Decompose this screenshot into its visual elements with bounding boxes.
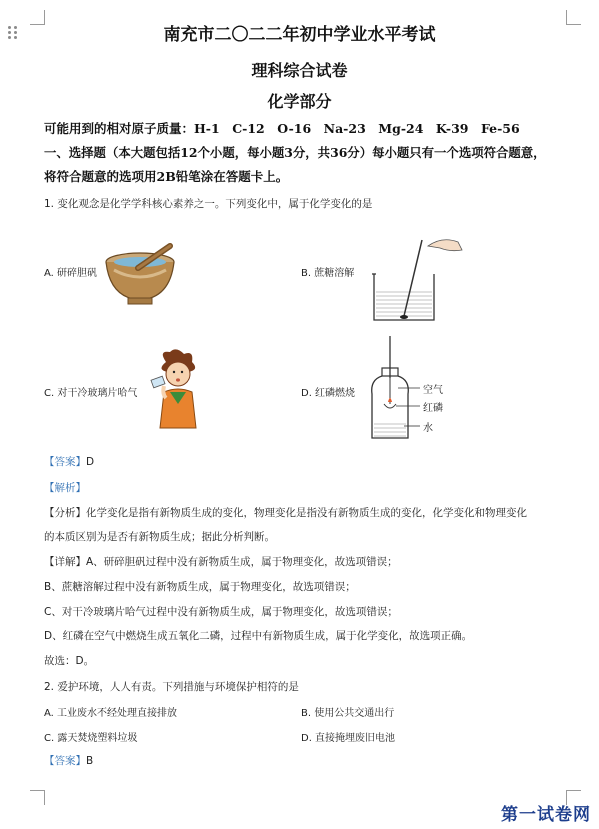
answer-tag: 【答案】 xyxy=(44,456,86,468)
question-1-stem: 1. 变化观念是化学学科核心素养之一。下列变化中，属于化学变化的是 xyxy=(44,198,373,210)
label-air: 空气 xyxy=(423,385,443,396)
q2-answer xyxy=(44,753,93,768)
answer-tag: 【答案】 xyxy=(44,755,86,767)
exam-subtitle: 理科综合试卷 xyxy=(251,61,348,80)
q1-detail-a xyxy=(44,554,398,569)
site-watermark-logo: 第一试卷网 xyxy=(501,805,591,825)
answer-value: B xyxy=(86,755,94,767)
label-red-phosphorus: 红磷 xyxy=(423,403,443,414)
q1-conclusion: 故选：D。 xyxy=(44,655,95,667)
q1-detail-c: C、对干冷玻璃片哈气过程中没有新物质生成，属于物理变化，故选项错误； xyxy=(44,606,398,618)
q1-option-d: D. 红磷燃烧 xyxy=(301,388,356,399)
mortar-pestle-figure xyxy=(100,240,190,310)
section-instructions-line1: 一、选择题（本大题包括12个小题，每小题3分，共36分）每小题只有一个选项符合题意， xyxy=(44,145,546,160)
q2-option-d: D. 直接掩埋废旧电池 xyxy=(301,733,396,744)
fenxi-text: 化学变化是指有新物质生成的变化，物理变化是指没有新物质生成的变化，化学变化和物理变化 xyxy=(86,507,527,519)
answer-value: D xyxy=(86,456,95,468)
q1-option-b: B. 蔗糖溶解 xyxy=(301,268,355,279)
question-2-stem: 2. 爱护环境，人人有责。下列措施与环境保护相符的是 xyxy=(44,681,299,693)
section-instructions-line2: 将符合题意的选项用2B铅笔涂在答题卡上。 xyxy=(44,169,289,184)
q1-analysis-line1 xyxy=(44,505,527,520)
detail-a-text: A、研碎胆矾过程中没有新物质生成，属于物理变化，故选项错误； xyxy=(86,556,398,568)
q2-option-b: B. 使用公共交通出行 xyxy=(301,708,395,719)
q2-option-a: A. 工业废水不经处理直接排放 xyxy=(44,708,178,719)
beaker-stirring-figure xyxy=(370,228,470,328)
girl-breathing-on-glass-figure xyxy=(148,348,210,434)
q1-analysis-tag: 【解析】 xyxy=(44,482,86,494)
page-corner-mark xyxy=(30,790,45,805)
q1-detail-d: D、红磷在空气中燃烧生成五氧化二磷，过程中有新物质生成，属于化学变化，故选项正确。 xyxy=(44,630,473,642)
detail-tag: 【详解】 xyxy=(44,556,86,568)
exam-title: 南充市二〇二二年初中学业水平考试 xyxy=(163,25,436,45)
q1-option-c: C. 对干冷玻璃片哈气 xyxy=(44,388,138,399)
q1-answer xyxy=(44,454,94,469)
fenxi-tag: 【分析】 xyxy=(44,507,86,519)
q1-analysis-line2: 的本质区别为是否有新物质生成；据此分析判断。 xyxy=(44,531,275,543)
exam-section-title: 化学部分 xyxy=(267,92,332,111)
q2-option-c: C. 露天焚烧塑料垃圾 xyxy=(44,733,138,744)
atomic-masses: 可能用到的相对原子质量：H-1 C-12 O-16 Na-23 Mg-24 K-39 Fe-56 xyxy=(44,121,520,136)
q1-detail-b: B、蔗糖溶解过程中没有新物质生成，属于物理变化，故选项错误； xyxy=(44,581,356,593)
q1-option-a: A. 研碎胆矾 xyxy=(44,268,98,279)
label-water: 水 xyxy=(423,423,433,434)
